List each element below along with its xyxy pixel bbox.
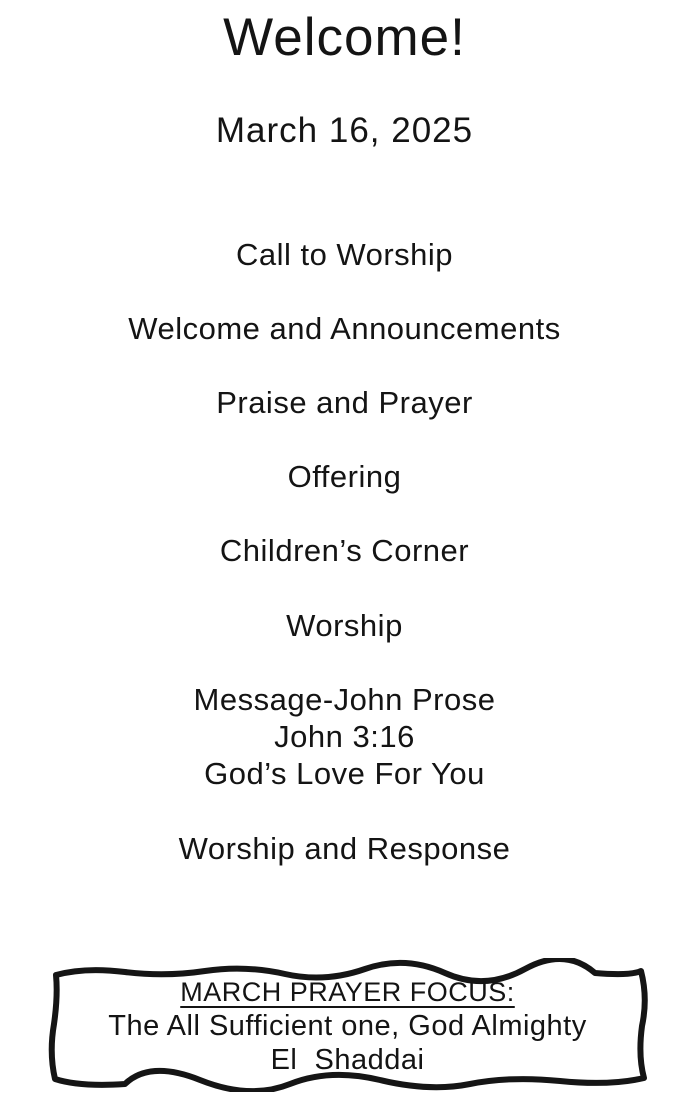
service-item-call-to-worship: Call to Worship <box>235 237 454 272</box>
message-scripture: John 3:16 <box>274 719 415 754</box>
page-title: Welcome! <box>223 8 466 67</box>
message-speaker: Message-John Prose <box>193 682 496 717</box>
service-item-praise-prayer: Praise and Prayer <box>216 385 473 420</box>
service-item-offering: Offering <box>287 459 402 494</box>
prayer-focus-heading: MARCH PRAYER FOCUS: <box>180 977 515 1007</box>
prayer-focus-line-2: El Shaddai <box>270 1044 425 1076</box>
service-item-worship-response: Worship and Response <box>178 831 511 866</box>
prayer-focus-line-1: The All Sufficient one, God Almighty <box>108 1010 587 1042</box>
message-block <box>0 681 689 792</box>
message-title: God’s Love For You <box>204 756 485 791</box>
prayer-focus-content <box>40 958 655 1092</box>
service-item-worship: Worship <box>286 608 403 643</box>
prayer-focus-box <box>40 958 655 1092</box>
service-date: March 16, 2025 <box>215 111 474 150</box>
service-item-welcome-announcements: Welcome and Announcements <box>128 311 561 346</box>
service-item-childrens-corner: Children’s Corner <box>219 533 470 568</box>
